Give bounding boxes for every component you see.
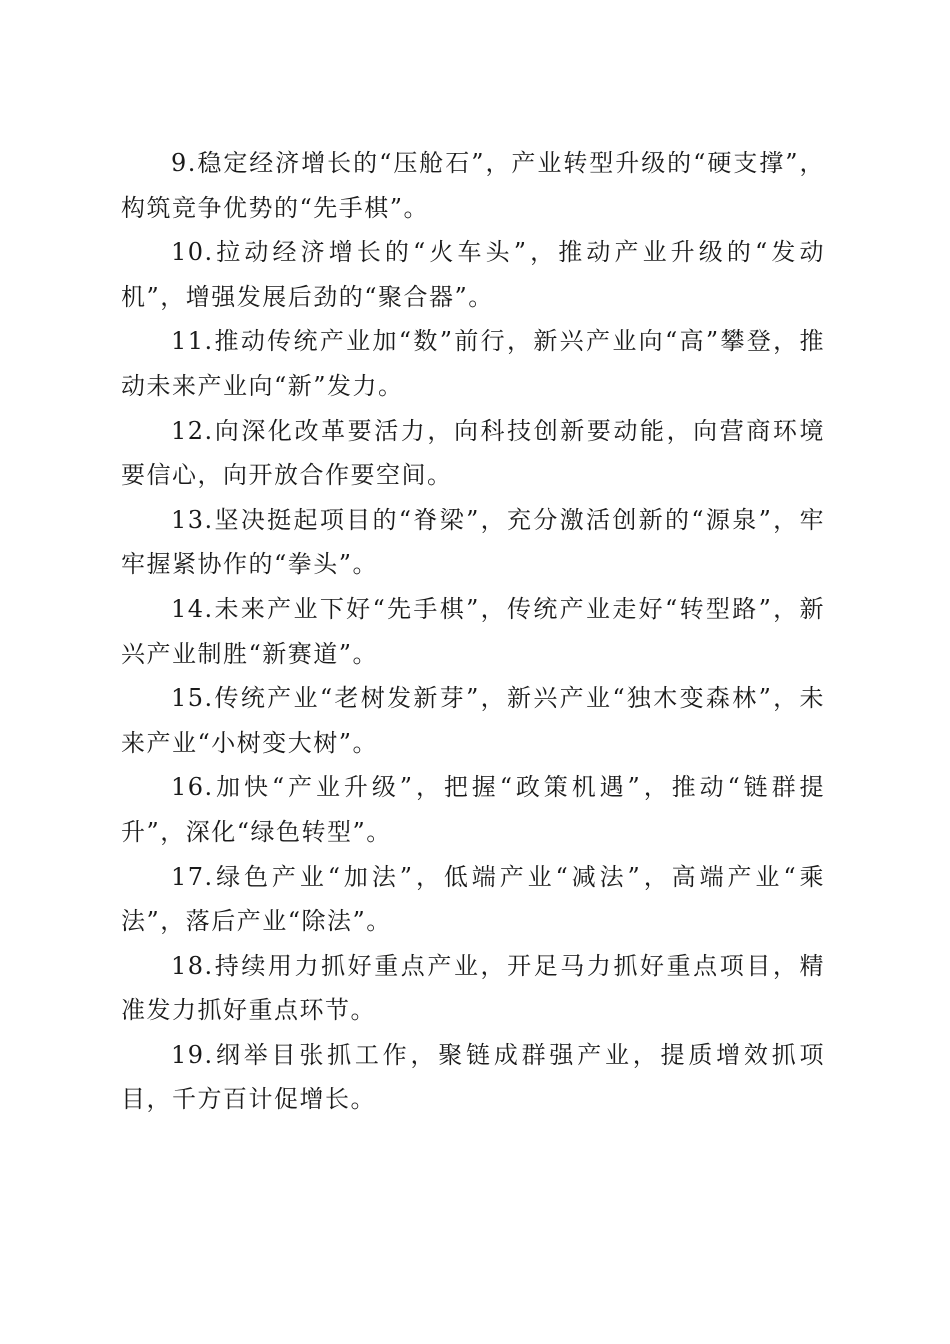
paragraph-16: 16.加快“产业升级”，把握“政策机遇”，推动“链群提升”，深化“绿色转型”。 [121,773,825,846]
paragraph-12: 12.向深化改革要活力，向科技创新要动能，向营商环境要信心，向开放合作要空间。 [121,416,825,490]
paragraph-15: 15.传统产业“老树发新芽”，新兴产业“独木变森林”，未来产业“小树变大树”。 [121,684,825,757]
paragraph-18: 18.持续用力抓好重点产业，开足马力抓好重点项目，精准发力抓好重点环节。 [121,951,825,1025]
paragraph-13: 13.坚决挺起项目的“脊梁”，充分激活创新的“源泉”，牢牢握紧协作的“拳头”。 [121,505,825,579]
document-body [121,141,825,1122]
paragraph-11: 11.推动传统产业加“数”前行，新兴产业向“高”攀登，推动未来产业向“新”发力。 [121,327,825,400]
paragraph-19: 19.纲举目张抓工作，聚链成群强产业，提质增效抓项目，千方百计促增长。 [121,1040,825,1114]
paragraph-14: 14.未来产业下好“先手棋”，传统产业走好“转型路”，新兴产业制胜“新赛道”。 [121,594,825,668]
paragraph-17: 17.绿色产业“加法”，低端产业“减法”，高端产业“乘法”，落后产业“除法”。 [121,862,825,936]
paragraph-10: 10.拉动经济增长的“火车头”，推动产业升级的“发动机”，增强发展后劲的“聚合器”。 [121,238,825,311]
paragraph-9: 9.稳定经济增长的“压舱石”，产业转型升级的“硬支撑”，构筑竞争优势的“先手棋”。 [121,149,825,222]
